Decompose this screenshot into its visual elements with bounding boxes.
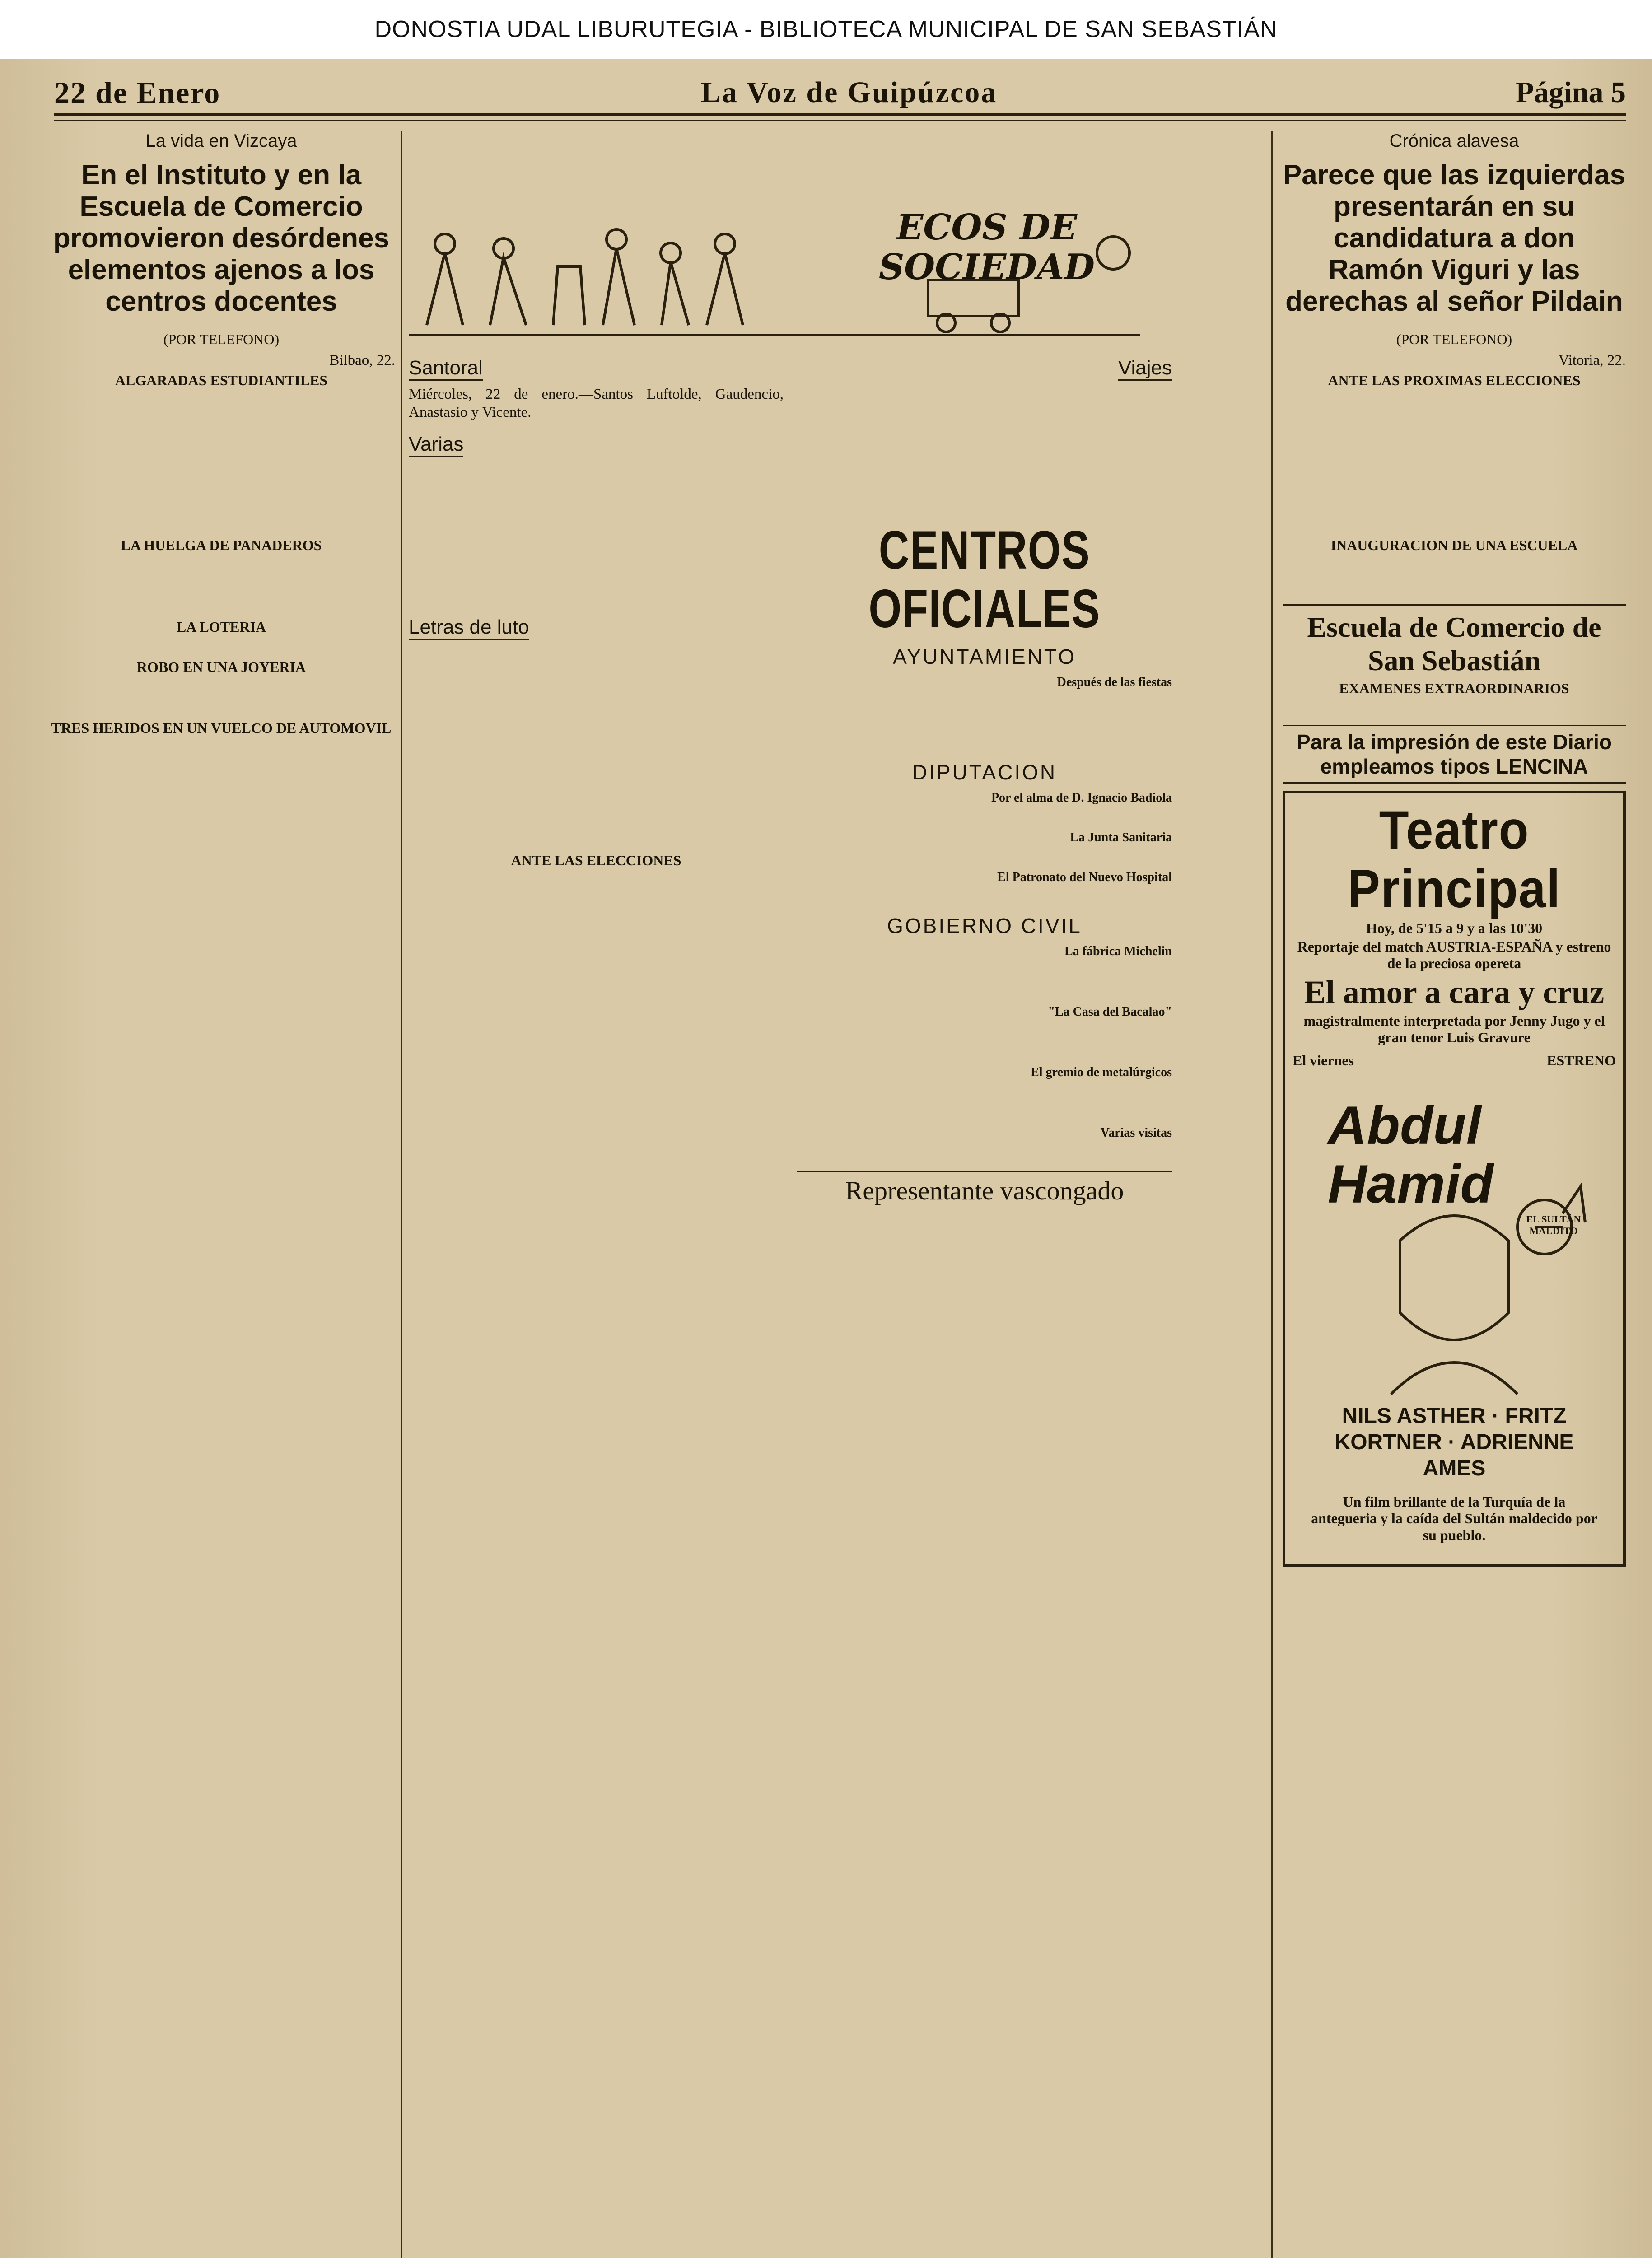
film-badge: EL SULTÁN MALDITO bbox=[1526, 1213, 1581, 1236]
paragraph bbox=[1283, 454, 1626, 472]
paragraph bbox=[797, 849, 1172, 868]
subhead-elecciones: ANTE LAS ELECCIONES bbox=[511, 852, 681, 868]
ad-estreno: ESTRENO bbox=[1547, 1052, 1616, 1068]
paragraph bbox=[1283, 412, 1626, 430]
paragraph bbox=[409, 686, 784, 704]
section-luto: Letras de luto bbox=[409, 616, 529, 640]
subhead-escuela: INAUGURACION DE UNA ESCUELA bbox=[1330, 537, 1578, 553]
paragraph bbox=[47, 577, 395, 595]
section-viajes: Viajes bbox=[1118, 357, 1172, 381]
ad-theatre-name: Teatro Principal bbox=[1347, 800, 1561, 919]
viajes-item bbox=[797, 489, 1172, 507]
subhead-vuelco: TRES HERIDOS EN UN VUELCO DE AUTOMOVIL bbox=[51, 720, 392, 736]
dateline-vitoria: Vitoria, 22. bbox=[1558, 352, 1626, 369]
library-header-text: DONOSTIA UDAL LIBURUTEGIA - BIBLIOTECA MUNICIPAL DE SAN SEBASTIÁN bbox=[374, 16, 1278, 42]
section-ayuntamiento: AYUNTAMIENTO bbox=[893, 645, 1076, 668]
paragraph bbox=[797, 1024, 1172, 1042]
paragraph bbox=[409, 665, 784, 683]
paragraph bbox=[1283, 577, 1626, 595]
lencina-notice: Para la impresión de este Diario empleamos tipos LENCINA bbox=[1283, 725, 1626, 784]
examenes-text bbox=[1283, 700, 1626, 718]
section-diputacion: DIPUTACION bbox=[912, 760, 1057, 784]
masthead bbox=[54, 75, 1626, 111]
paragraph bbox=[797, 1145, 1172, 1163]
viajes-item bbox=[797, 468, 1172, 486]
subhead-loteria: LA LOTERIA bbox=[176, 619, 266, 635]
paragraph bbox=[797, 694, 1172, 712]
section-alavesa: Crónica alavesa bbox=[1389, 131, 1519, 151]
headline-escuela-comercio: Escuela de Comercio de San Sebastián bbox=[1283, 604, 1626, 677]
teatro-principal-ad bbox=[1283, 791, 1626, 1567]
paragraph bbox=[47, 412, 395, 430]
subhead-huelga: LA HUELGA DE PANADEROS bbox=[121, 537, 322, 553]
paragraph bbox=[409, 811, 784, 829]
film-title: Abdul Hamid bbox=[1328, 1095, 1493, 1214]
ecos-title: ECOS DE SOCIEDAD bbox=[878, 207, 1095, 288]
paragraph bbox=[797, 810, 1172, 828]
film-actors: NILS ASTHER · FRITZ KORTNER · ADRIENNE AMES bbox=[1335, 1404, 1574, 1480]
ad-times: Hoy, de 5'15 a 9 y a las 10'30 bbox=[1366, 920, 1543, 936]
paragraph bbox=[47, 760, 395, 778]
paragraph bbox=[47, 556, 395, 574]
subhead-proximas-elecciones: ANTE LAS PROXIMAS ELECCIONES bbox=[1328, 372, 1581, 388]
viajes-item bbox=[797, 385, 1172, 403]
paragraph bbox=[409, 872, 784, 890]
santoral-text: Miércoles, 22 de enero.—Santos Luftolde, Gaudencio, Anastasio y Vicente. bbox=[409, 386, 784, 420]
paragraph bbox=[47, 678, 395, 696]
paragraph bbox=[409, 707, 784, 725]
viajes-item bbox=[797, 406, 1172, 424]
paragraph bbox=[47, 516, 395, 534]
paragraph bbox=[1283, 475, 1626, 493]
masthead-page: Página 5 bbox=[1516, 76, 1626, 109]
paragraph bbox=[409, 482, 784, 500]
paragraph bbox=[47, 638, 395, 656]
byline-patronato: El Patronato del Nuevo Hospital bbox=[997, 870, 1172, 884]
byline-telefono: (POR TELEFONO) bbox=[163, 331, 280, 347]
paragraph bbox=[47, 598, 395, 616]
paragraph bbox=[409, 831, 784, 849]
paragraph bbox=[409, 586, 784, 604]
dateline-bilbao: Bilbao, 22. bbox=[329, 352, 395, 369]
paragraph bbox=[1283, 433, 1626, 451]
column-rule-3 bbox=[1271, 131, 1273, 2258]
column-vizcaya bbox=[47, 131, 395, 781]
paragraph bbox=[797, 1105, 1172, 1123]
paragraph bbox=[47, 475, 395, 493]
paragraph bbox=[409, 748, 784, 766]
headline-centros: CENTROS OFICIALES bbox=[868, 520, 1101, 639]
paragraph bbox=[47, 433, 395, 451]
paragraph bbox=[1283, 516, 1626, 534]
section-santoral: Santoral bbox=[409, 357, 483, 381]
film-tagline: Un film brillante de la Turquía de la antegueria y la caída del Sultán maldecido por su pueblo. bbox=[1311, 1493, 1597, 1543]
headline-representante: Representante vascongado bbox=[797, 1171, 1172, 1206]
masthead-rule bbox=[54, 113, 1626, 121]
paragraph bbox=[47, 454, 395, 472]
paragraph bbox=[1283, 495, 1626, 513]
viajes-item bbox=[797, 427, 1172, 445]
paragraph bbox=[797, 736, 1172, 754]
byline-badiola: Por el alma de D. Ignacio Badiola bbox=[991, 791, 1172, 805]
paragraph bbox=[797, 963, 1172, 981]
paragraph bbox=[1283, 392, 1626, 410]
byline-metalurgicos: El gremio de metalúrgicos bbox=[1031, 1065, 1172, 1079]
paragraph bbox=[409, 565, 784, 583]
paragraph bbox=[409, 644, 784, 662]
column-centros bbox=[797, 348, 1172, 1251]
paragraph bbox=[409, 769, 784, 787]
paragraph bbox=[797, 1209, 1172, 1227]
library-header bbox=[0, 0, 1652, 59]
column-rule-1 bbox=[401, 131, 402, 2258]
paragraph bbox=[409, 892, 784, 910]
byline-bacalao: "La Casa del Bacalao" bbox=[1048, 1005, 1172, 1019]
section-varias: Varias bbox=[409, 433, 463, 457]
ad-interpreters: magistralmente interpretada por Jenny Jugo y el gran tenor Luis Gravure bbox=[1303, 1012, 1605, 1045]
paragraph bbox=[47, 739, 395, 757]
ad-reportaje: Reportaje del match AUSTRIA-ESPAÑA y estreno de la preciosa opereta bbox=[1297, 938, 1611, 971]
headline-izquierdas: Parece que las izquierdas presentarán en su candidatura a don Ramón Viguri y las derechas al señor Pildain bbox=[1283, 159, 1626, 317]
paragraph bbox=[409, 728, 784, 746]
paragraph bbox=[409, 462, 784, 480]
paragraph bbox=[47, 495, 395, 513]
byline-michelin: La fábrica Michelin bbox=[1064, 944, 1172, 958]
byline-telefono-vitoria: (POR TELEFONO) bbox=[1396, 331, 1512, 347]
ecos-banner bbox=[409, 199, 1140, 336]
paragraph bbox=[797, 1045, 1172, 1063]
paragraph bbox=[797, 1084, 1172, 1102]
headline-instituto: En el Instituto y en la Escuela de Comercio promovieron desórdenes elementos ajenos a los centros docentes bbox=[53, 159, 390, 317]
section-vizcaya: La vida en Vizcaya bbox=[145, 131, 297, 151]
byline-fiestas: Después de las fiestas bbox=[1057, 675, 1172, 689]
viajes-item bbox=[797, 448, 1172, 466]
subhead-algaradas: ALGARADAS ESTUDIANTILES bbox=[115, 372, 328, 388]
ad-viernes: El viernes bbox=[1293, 1052, 1354, 1068]
paragraph bbox=[797, 984, 1172, 1002]
ad-opereta: El amor a cara y cruz bbox=[1304, 974, 1605, 1010]
paragraph bbox=[409, 503, 784, 521]
masthead-title: La Voz de Guipúzcoa bbox=[700, 76, 998, 109]
column-sociedad bbox=[409, 348, 784, 913]
paragraph bbox=[409, 545, 784, 563]
paragraph bbox=[1283, 556, 1626, 574]
paragraph bbox=[797, 889, 1172, 907]
byline-varias-visitas: Varias visitas bbox=[1100, 1126, 1172, 1140]
paragraph bbox=[47, 392, 395, 410]
byline-junta: La Junta Sanitaria bbox=[1070, 830, 1172, 844]
film-poster bbox=[1310, 1078, 1599, 1557]
paragraph bbox=[797, 715, 1172, 733]
column-alavesa bbox=[1283, 131, 1626, 1567]
subhead-joyeria: ROBO EN UNA JOYERIA bbox=[136, 659, 306, 675]
paragraph bbox=[797, 1230, 1172, 1248]
paragraph bbox=[47, 699, 395, 717]
masthead-date: 22 de Enero bbox=[54, 75, 221, 110]
section-gobierno-civil: GOBIERNO CIVIL bbox=[887, 914, 1082, 938]
paragraph bbox=[409, 524, 784, 542]
subhead-examenes: EXAMENES EXTRAORDINARIOS bbox=[1339, 680, 1569, 696]
paragraph bbox=[409, 790, 784, 808]
